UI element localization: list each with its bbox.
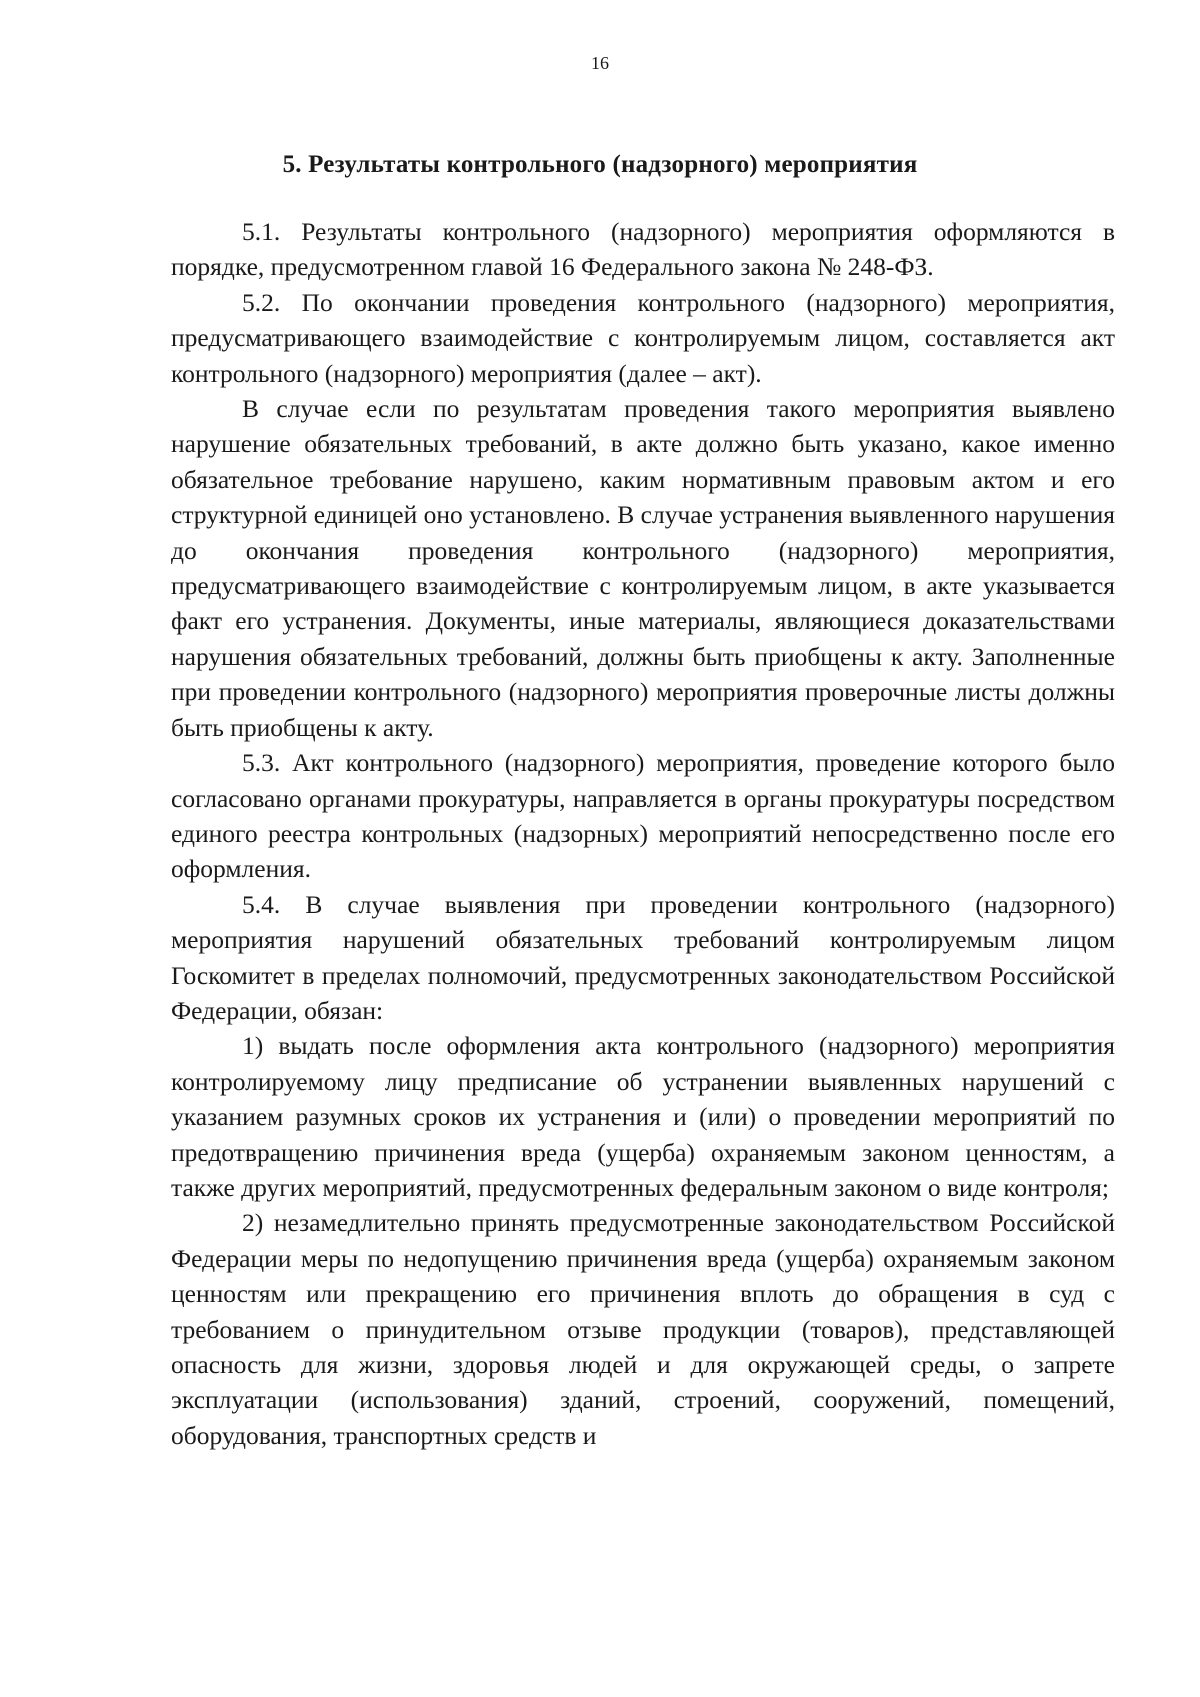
paragraph-5-2: 5.2. По окончании проведения контрольного (надзорного) мероприятия, предусматривающего взаимодействие с контролируемым лицом, составляется акт контрольного (надзорного) мероприятия (далее – акт). bbox=[171, 287, 1115, 388]
paragraph-5-3: 5.3. Акт контрольного (надзорного) мероприятия, проведение которого было согласовано органами прокуратуры, направляется в органы прокуратуры посредством единого реестра контрольных (надзорных) мероприятий непосредственно после его оформления. bbox=[171, 748, 1115, 884]
paragraph-5-1: 5.1. Результаты контрольного (надзорного) мероприятия оформляются в порядке, предусмотренном главой 16 Федерального закона № 248-ФЗ. bbox=[171, 217, 1115, 282]
paragraph-5-4: 5.4. В случае выявления при проведении контрольного (надзорного) мероприятия нарушений обязательных требований контролируемым лицом Госкомитет в пределах полномочий, предусмотренных законодательством Российской Федерации, обязан: bbox=[171, 889, 1115, 1025]
list-item-1: 1) выдать после оформления акта контрольного (надзорного) мероприятия контролируемому лицу предписание об устранении выявленных нарушений с указанием разумных сроков их устранения и (или) о проведении мероприятий по предотвращению причинения вреда (ущерба) охраняемым законом ценностям, а также других мероприятий, предусмотренных федеральным законом о виде контроля; bbox=[171, 1031, 1115, 1202]
document-body bbox=[171, 214, 1115, 1453]
list-item-2: 2) незамедлительно принять предусмотренные законодательством Российской Федерации меры по недопущению причинения вреда (ущерба) охраняемым законом ценностям или прекращению его причинения вплоть до обращения в суд с требованием о принудительном отзыве продукции (товаров), представляющей опасность для жизни, здоровья людей и для окружающей среды, о запрете эксплуатации (использования) зданий, строений, сооружений, помещений, оборудования, транспортных средств и bbox=[171, 1208, 1115, 1450]
paragraph-violation-details: В случае если по результатам проведения такого мероприятия выявлено нарушение обязательных требований, в акте должно быть указано, какое именно обязательное требование нарушено, каким нормативным правовым актом и его структурной единицей оно установлено. В случае устранения выявленного нарушения до окончания проведения контрольного (надзорного) мероприятия, предусматривающего взаимодействие с контролируемым лицом, в акте указывается факт его устранения. Документы, иные материалы, являющиеся доказательствами нарушения обязательных требований, должны быть приобщены к акту. Заполненные при проведении контрольного (надзорного) мероприятия проверочные листы должны быть приобщены к акту. bbox=[171, 394, 1115, 742]
page-number: 16 bbox=[591, 53, 609, 73]
section-heading: 5. Результаты контрольного (надзорного) мероприятия bbox=[282, 151, 918, 178]
